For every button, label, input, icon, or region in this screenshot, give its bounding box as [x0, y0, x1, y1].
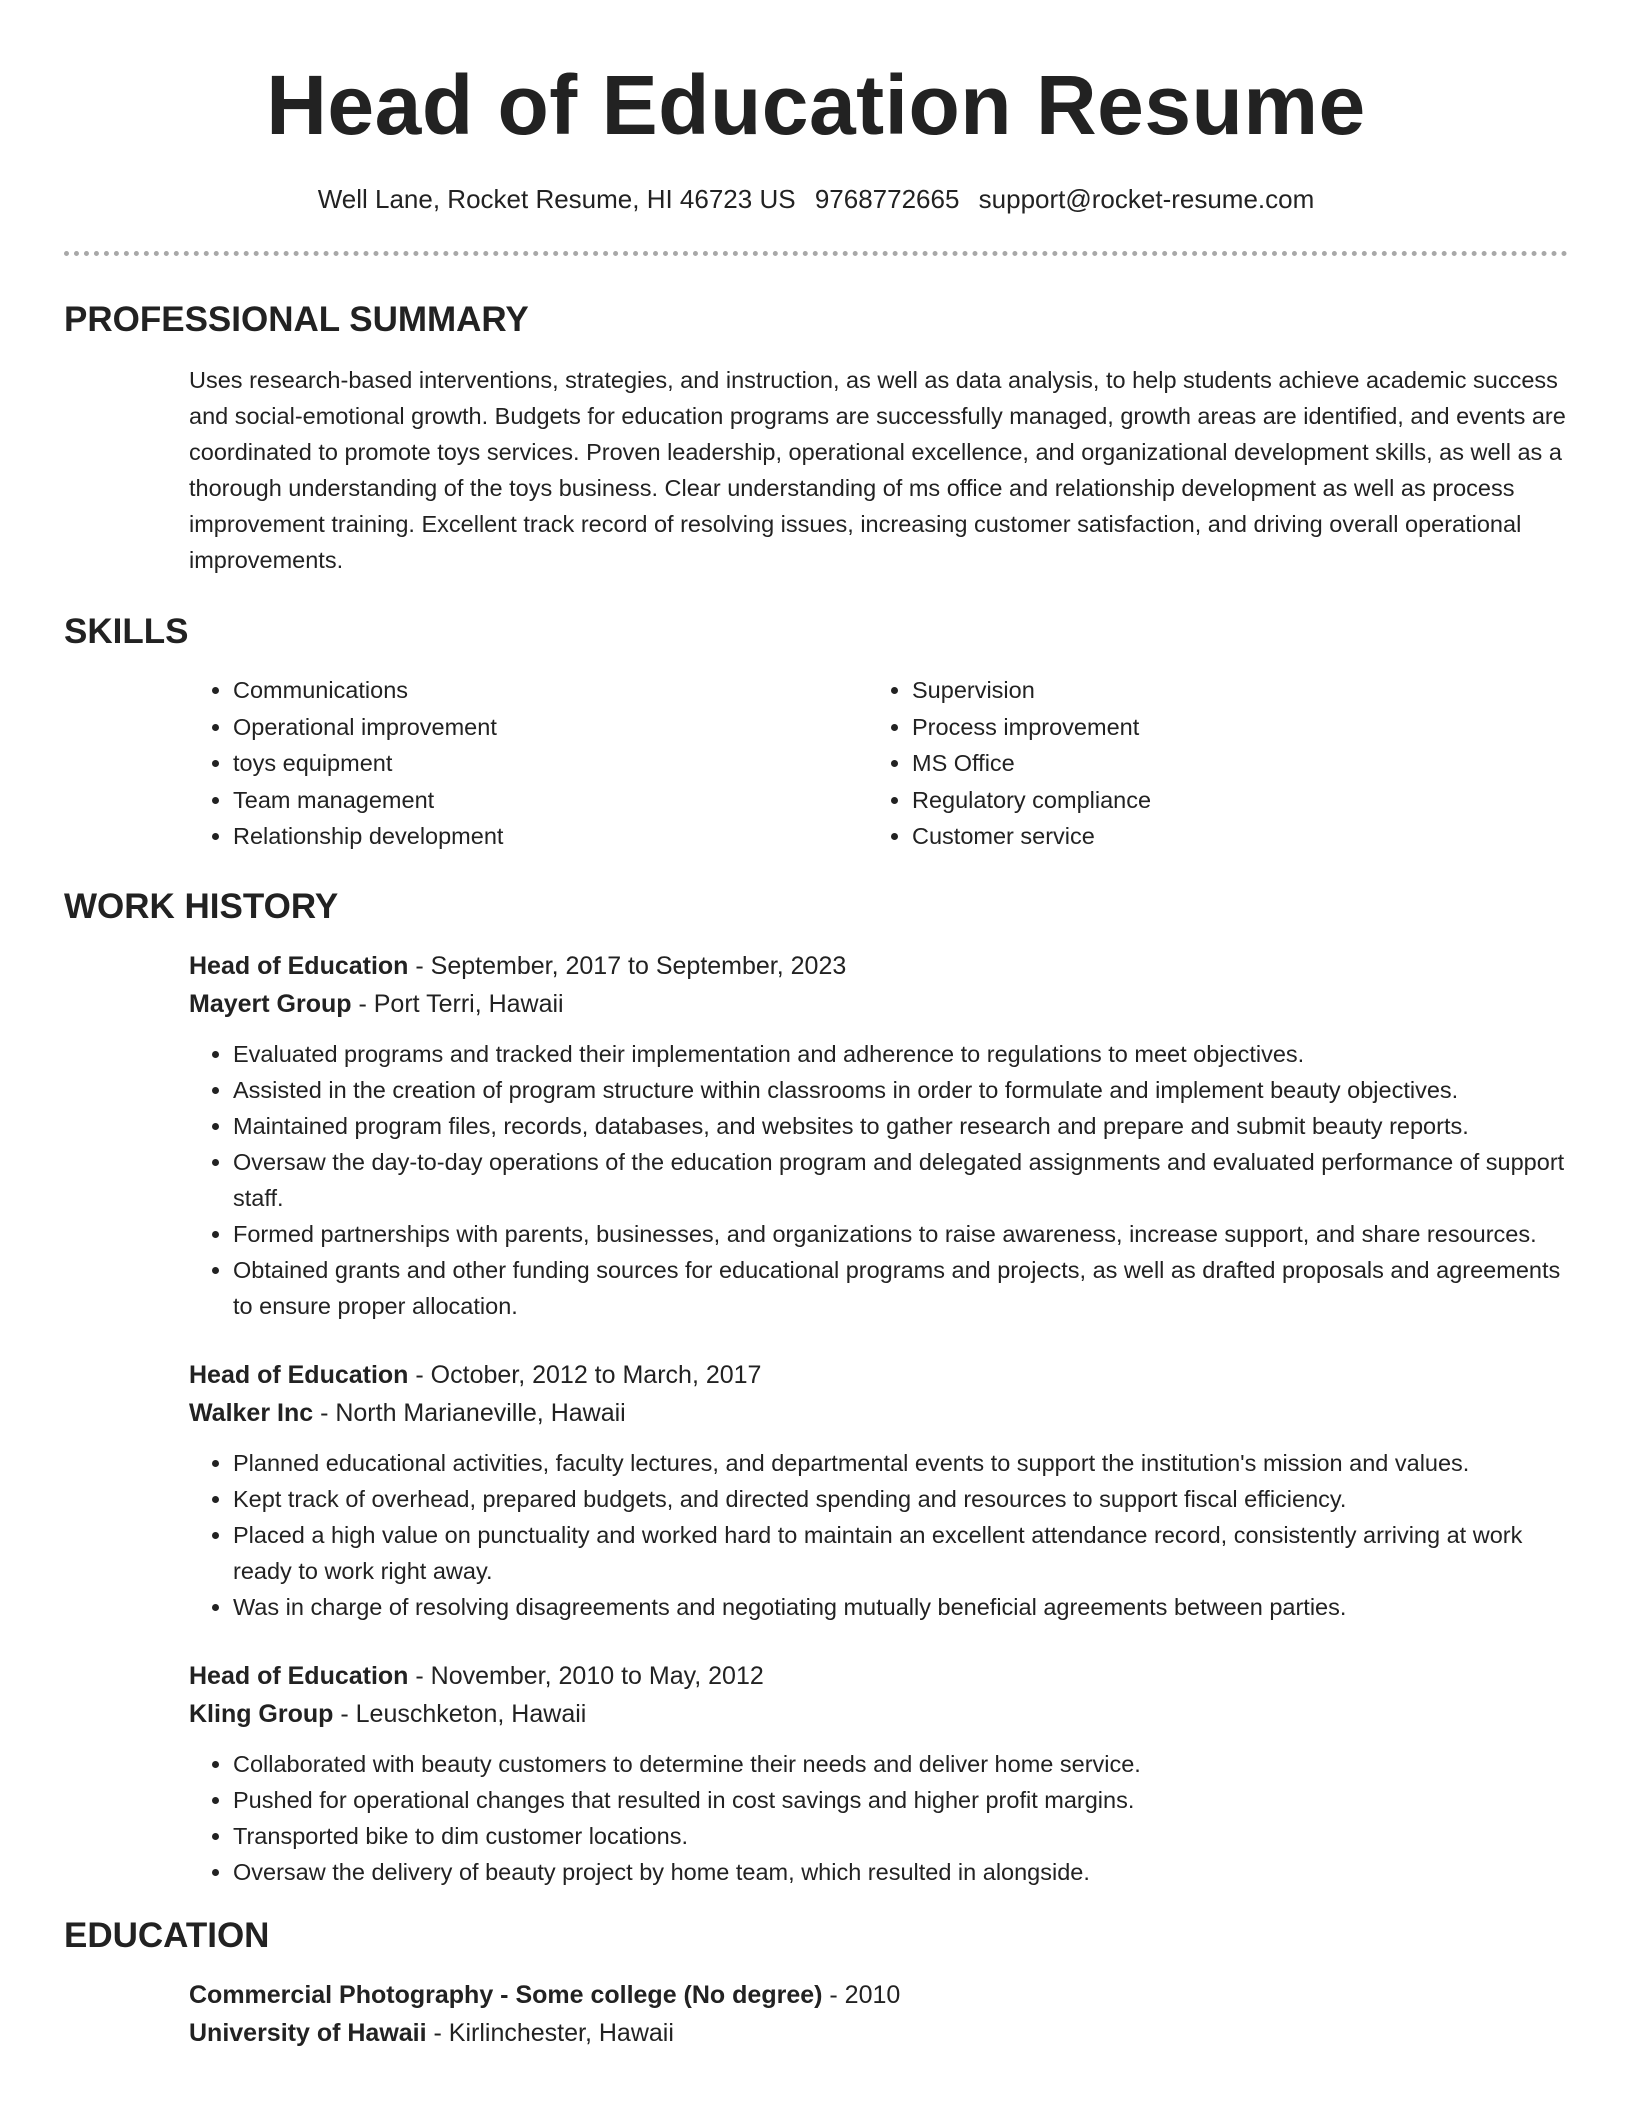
- skills-column-right: [868, 672, 1547, 855]
- skill-item: • Regulatory compliance: [912, 782, 1547, 819]
- work-history-heading: WORK HISTORY: [64, 886, 339, 926]
- job-entry: [189, 1657, 1568, 1890]
- contact-phone: 9768772665: [814, 184, 960, 214]
- education-school-line: [189, 2014, 1568, 2052]
- skill-item: • Team management: [233, 782, 868, 819]
- contact-email: support@rocket-resume.com: [978, 184, 1315, 214]
- education-year: - 2010: [822, 1980, 901, 2009]
- summary-heading: PROFESSIONAL SUMMARY: [64, 300, 529, 339]
- skills-column-left: [189, 672, 868, 855]
- job-location: - Leuschketon, Hawaii: [333, 1699, 587, 1728]
- job-location: - North Marianeville, Hawaii: [313, 1398, 626, 1427]
- education-entry: [189, 1976, 1568, 2052]
- job-dates: - September, 2017 to September, 2023: [408, 951, 847, 980]
- job-location: - Port Terri, Hawaii: [351, 989, 564, 1018]
- job-bullet: • Was in charge of resolving disagreements and negotiating mutually beneficial agreements between parties.: [233, 1589, 1568, 1625]
- job-bullets: [189, 1746, 1568, 1890]
- education-heading: EDUCATION: [64, 1915, 270, 1955]
- skill-item: • Supervision: [912, 672, 1547, 709]
- job-bullet: • Collaborated with beauty customers to determine their needs and deliver home service.: [233, 1746, 1568, 1782]
- skill-item: • MS Office: [912, 745, 1547, 782]
- skill-item: • Process improvement: [912, 709, 1547, 746]
- skill-item: • Operational improvement: [233, 709, 868, 746]
- contact-line: [0, 183, 1632, 215]
- job-bullet: • Maintained program files, records, databases, and websites to gather research and prepare and submit beauty reports.: [233, 1108, 1568, 1144]
- skills-list: [189, 672, 1568, 855]
- job-dates: - October, 2012 to March, 2017: [408, 1360, 762, 1389]
- education-degree-line: [189, 1976, 1568, 2014]
- job-bullet: • Evaluated programs and tracked their implementation and adherence to regulations to meet objectives.: [233, 1036, 1568, 1072]
- job-company-line: [189, 1394, 1568, 1432]
- skill-item: • Relationship development: [233, 818, 868, 855]
- job-bullet: • Transported bike to dim customer locations.: [233, 1818, 1568, 1854]
- job-title: Head of Education: [189, 1360, 409, 1389]
- job-title: Head of Education: [189, 951, 409, 980]
- job-bullet: • Formed partnerships with parents, businesses, and organizations to raise awareness, increase support, and share resources.: [233, 1216, 1568, 1252]
- education-degree: Commercial Photography - Some college (No degree): [189, 1980, 823, 2009]
- job-company-line: [189, 985, 1568, 1023]
- summary-text: Uses research-based interventions, strategies, and instruction, as well as data analysis, to help students achieve academic success and social-emotional growth. Budgets for education programs are successfully managed, growth areas are identified, and events are coordinated to promote toys services. Proven leadership, operational excellence, and organizational development skills, as well as a thorough understanding of the toys business. Clear understanding of ms office and relationship development as well as process improvement training. Excellent track record of resolving issues, increasing customer satisfaction, and driving overall operational improvements.: [189, 367, 1566, 573]
- job-bullet: • Planned educational activities, faculty lectures, and departmental events to support the institution's mission and values.: [233, 1445, 1568, 1481]
- job-title-line: [189, 1657, 1568, 1695]
- skills-heading: SKILLS: [64, 612, 189, 651]
- job-bullet: • Oversaw the day-to-day operations of the education program and delegated assignments and evaluated performance of support staff.: [233, 1144, 1568, 1216]
- job-company: Kling Group: [189, 1699, 334, 1728]
- job-entry: [189, 947, 1568, 1324]
- job-title-line: [189, 1356, 1568, 1394]
- job-title: Head of Education: [189, 1661, 409, 1690]
- job-company: Walker Inc: [189, 1398, 314, 1427]
- education-location: - Kirlinchester, Hawaii: [426, 2018, 674, 2047]
- job-bullet: • Oversaw the delivery of beauty project by home team, which resulted in alongside.: [233, 1854, 1568, 1890]
- job-bullet: • Pushed for operational changes that resulted in cost savings and higher profit margins.: [233, 1782, 1568, 1818]
- job-company-line: [189, 1695, 1568, 1733]
- job-bullets: [189, 1036, 1568, 1324]
- job-bullet: • Placed a high value on punctuality and worked hard to maintain an excellent attendance record, consistently arriving at work ready to work right away.: [233, 1517, 1568, 1589]
- job-company: Mayert Group: [189, 989, 352, 1018]
- education-school: University of Hawaii: [189, 2018, 427, 2047]
- job-bullet: • Obtained grants and other funding sources for educational programs and projects, as well as drafted proposals and agreements to ensure proper allocation.: [233, 1252, 1568, 1324]
- job-bullet: • Kept track of overhead, prepared budgets, and directed spending and resources to support fiscal efficiency.: [233, 1481, 1568, 1517]
- job-title-line: [189, 947, 1568, 985]
- resume-title: Head of Education Resume: [266, 58, 1366, 152]
- header-divider: [64, 251, 1568, 256]
- job-bullet: • Assisted in the creation of program structure within classrooms in order to formulate and implement beauty objectives.: [233, 1072, 1568, 1108]
- job-bullets: [189, 1445, 1568, 1625]
- contact-address: Well Lane, Rocket Resume, HI 46723 US: [317, 184, 796, 214]
- job-dates: - November, 2010 to May, 2012: [408, 1661, 764, 1690]
- job-entry: [189, 1356, 1568, 1625]
- skill-item: • Communications: [233, 672, 868, 709]
- skill-item: • Customer service: [912, 818, 1547, 855]
- skill-item: • toys equipment: [233, 745, 868, 782]
